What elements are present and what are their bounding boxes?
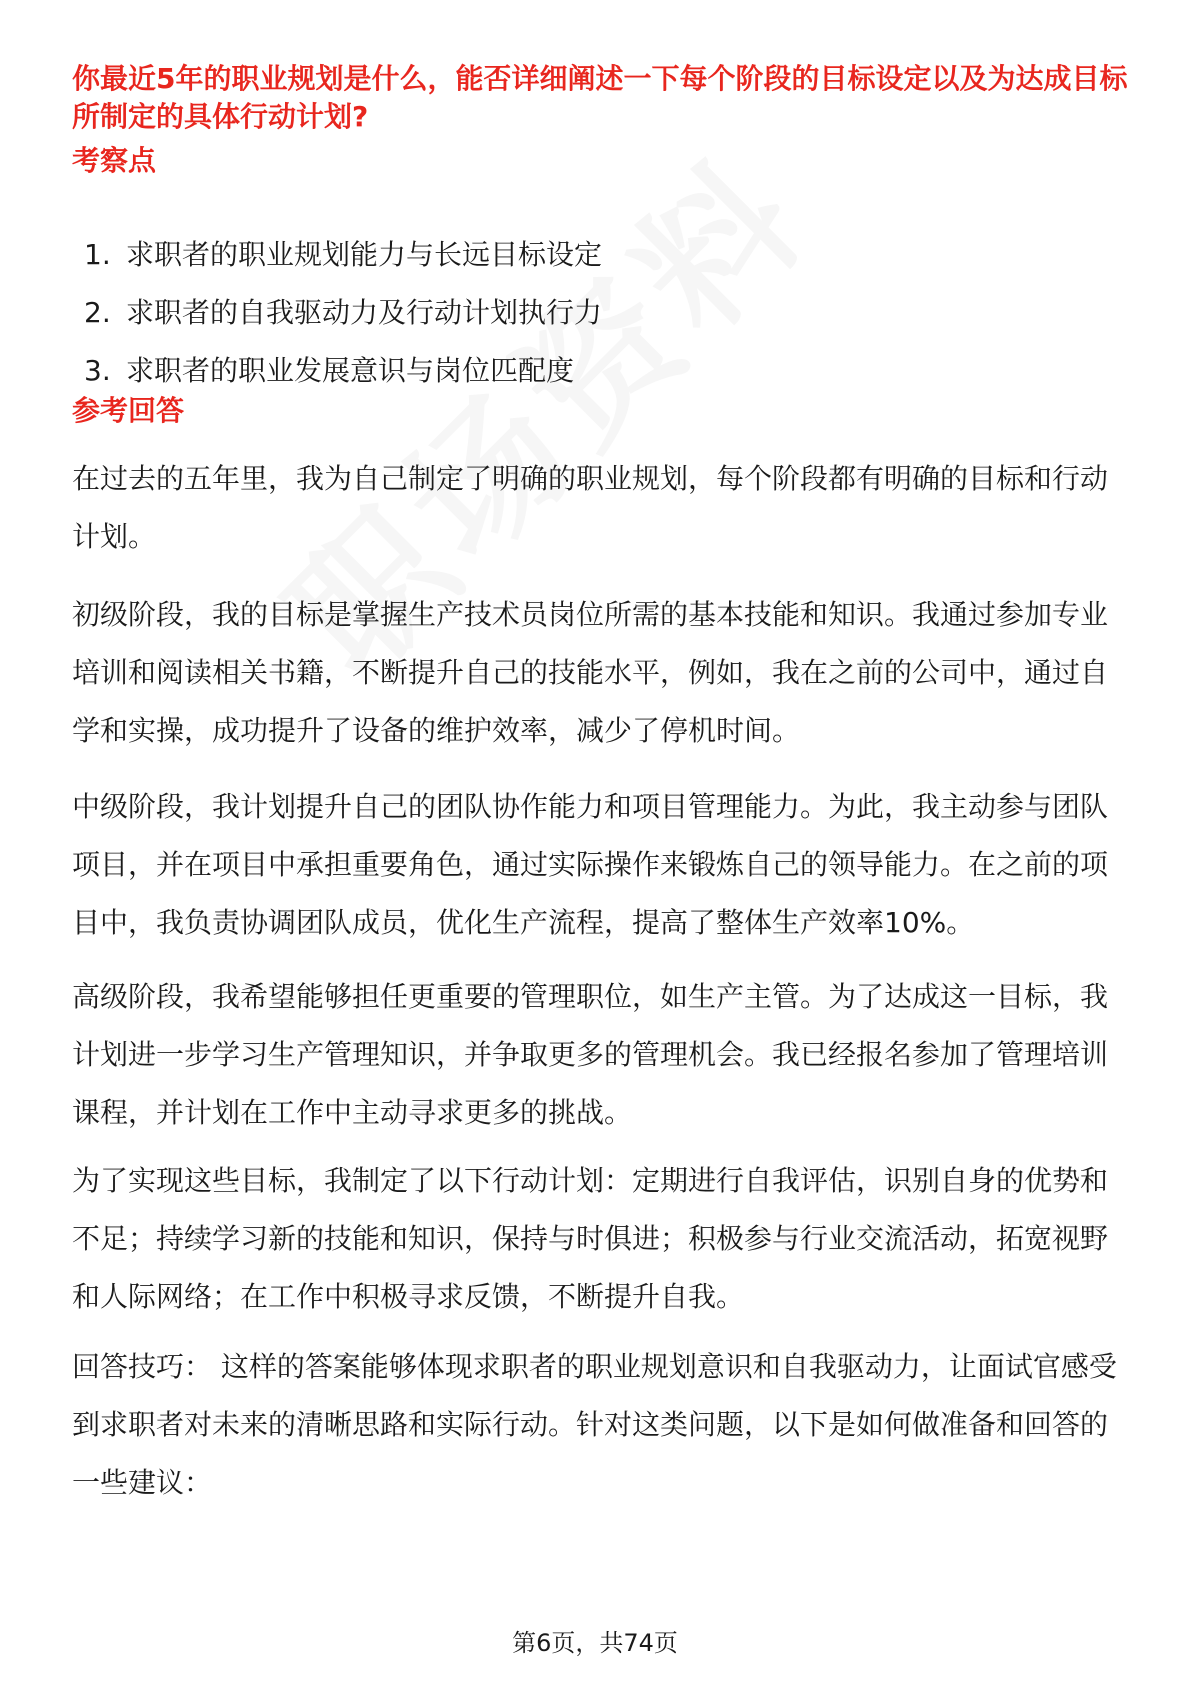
answer-paragraph: 在过去的五年里，我为自己制定了明确的职业规划，每个阶段都有明确的目标和行动计划。 [72,462,1109,553]
answer-paragraph: 初级阶段，我的目标是掌握生产技术员岗位所需的基本技能和知识。我通过参加专业培训和阅读相关书籍，不断提升自己的技能水平，例如，我在之前的公司中，通过自学和实操，成功提升了设备的维护效率，减少了停机时间。 [72,598,1109,747]
answer-heading: 参考回答 [72,394,185,427]
list-text: 求职者的职业规划能力与长远目标设定 [126,238,603,271]
exam-points-list [84,226,602,400]
answer-tips-paragraph: 回答技巧： 这样的答案能够体现求职者的职业规划意识和自我驱动力，让面试官感受到求职者对未来的清晰思路和实际行动。针对这类问题，以下是如何做准备和回答的一些建议： [72,1350,1117,1499]
answer-paragraph: 高级阶段，我希望能够担任更重要的管理职位，如生产主管。为了达成这一目标，我计划进一步学习生产管理知识，并争取更多的管理机会。我已经报名参加了管理培训课程，并计划在工作中主动寻求更多的挑战。 [72,980,1109,1129]
question-title: 你最近5年的职业规划是什么，能否详细阐述一下每个阶段的目标设定以及为达成目标所制定的具体行动计划? [72,62,1128,133]
list-number: 2. [84,296,111,329]
list-number: 3. [84,354,111,387]
exam-points-heading: 考察点 [72,144,157,177]
list-text: 求职者的职业发展意识与岗位匹配度 [126,354,575,387]
list-item [84,226,602,284]
list-text: 求职者的自我驱动力及行动计划执行力 [126,296,603,329]
answer-paragraph: 中级阶段，我计划提升自己的团队协作能力和项目管理能力。为此，我主动参与团队项目，并在项目中承担重要角色，通过实际操作来锻炼自己的领导能力。在之前的项目中，我负责协调团队成员，优化生产流程，提高了整体生产效率10%。 [72,790,1109,939]
answer-paragraph: 为了实现这些目标，我制定了以下行动计划：定期进行自我评估，识别自身的优势和不足；持续学习新的技能和知识，保持与时俱进；积极参与行业交流活动，拓宽视野和人际网络；在工作中积极寻求反馈，不断提升自我。 [72,1164,1109,1313]
list-item [84,284,602,342]
list-number: 1. [84,238,111,271]
page-number: 第6页，共74页 [512,1629,678,1657]
